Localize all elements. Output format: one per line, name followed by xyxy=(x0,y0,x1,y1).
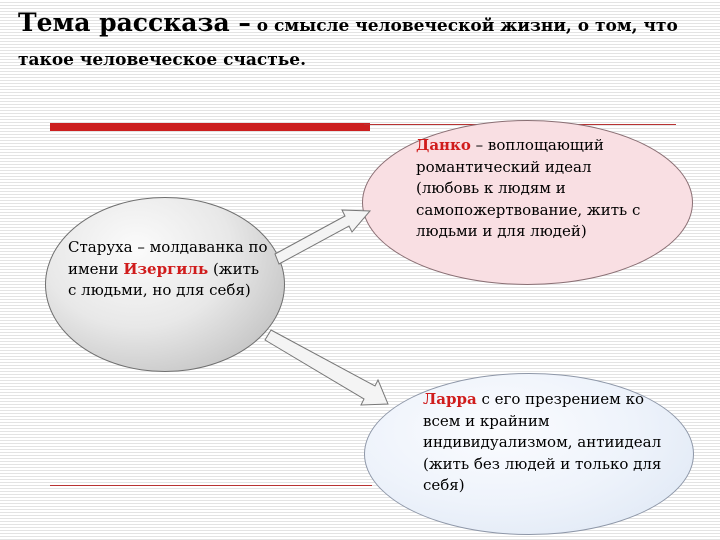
danko-name: Данко xyxy=(416,136,471,154)
title-lead: Тема рассказа – xyxy=(18,8,251,37)
izergil-text xyxy=(68,237,268,302)
izergil-text-before: Старуха – молдаванка по имени xyxy=(68,238,268,278)
larra-name: Ларра xyxy=(423,390,477,408)
izergil-name: Изергиль xyxy=(123,259,209,278)
arrow-to-danko xyxy=(275,210,370,264)
danko-description: – воплощающий романтический идеал (любовь к людям и самопожертвование, жить с людьми и для людей) xyxy=(416,136,641,240)
larra-text xyxy=(423,389,663,497)
izergil-text-after: (жить с людьми, но для себя) xyxy=(68,259,260,299)
danko-text xyxy=(416,135,648,243)
larra-description: с его презрением ко всем и крайним индивидуализмом, антиидеал (жить без людей и только для себя) xyxy=(423,390,662,494)
arrow-to-larra xyxy=(265,330,388,405)
title-rest: о смысле человеческой жизни, о том, что такое человеческое счастье. xyxy=(18,16,678,70)
